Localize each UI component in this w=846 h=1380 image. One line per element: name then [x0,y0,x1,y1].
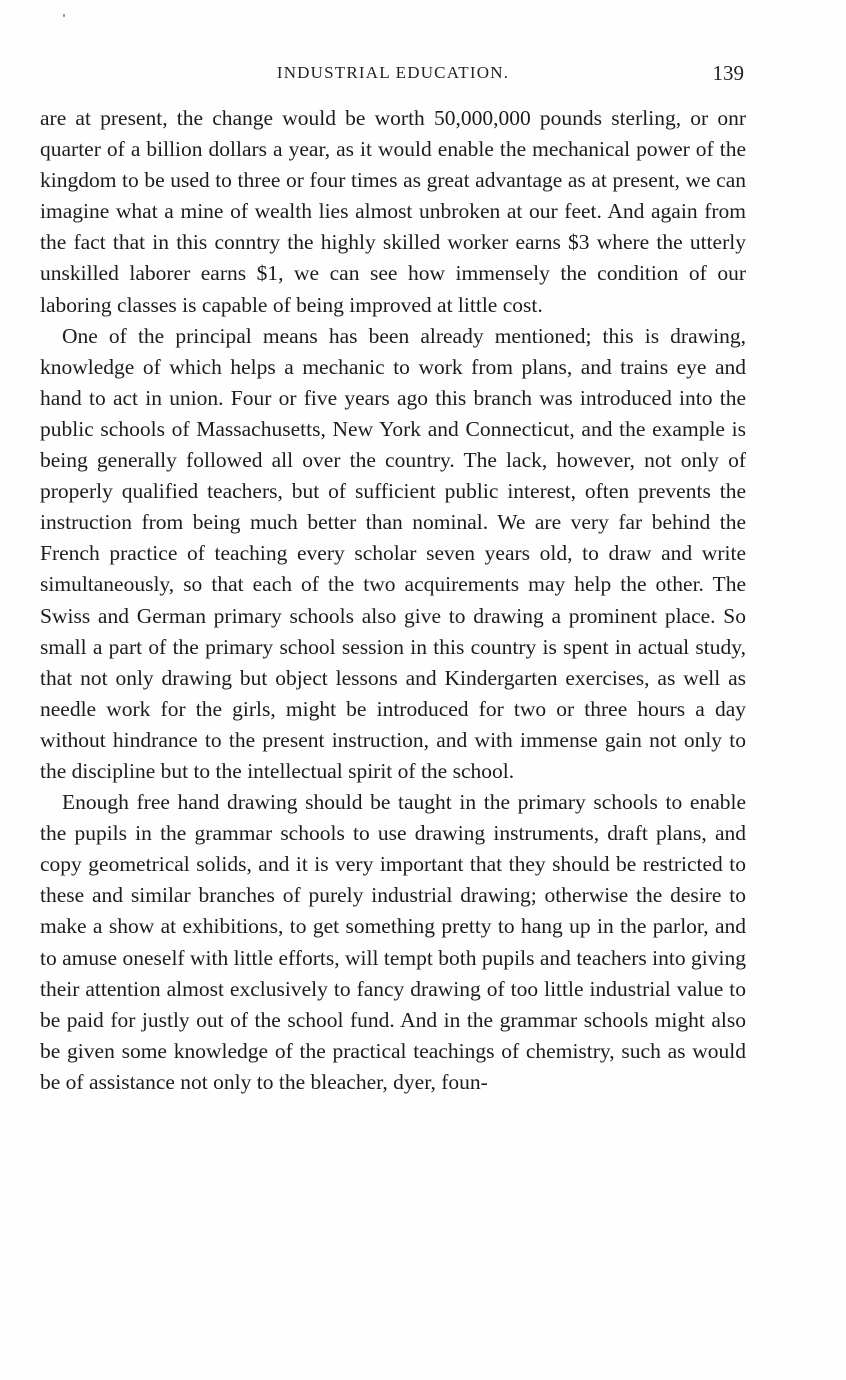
paragraph-1: are at present, the change would be worth 50,000,000 pounds sterling, or onr quarter of a billion dollars a year, as it would enable the mechanical power of the kingdom to be used to three or four times as great advantage as at present, we can imagine what a mine of wealth lies almost unbroken at our feet. And again from the fact that in this conntry the highly skilled worker earns $3 where the utterly unskilled laborer earns $1, we can see how immensely the condition of our laboring classes is capable of being improved at little cost. [40,106,746,317]
page-header [40,58,746,88]
paragraph-2: One of the principal means has been already mentioned; this is drawing, knowledge of which helps a mechanic to work from plans, and trains eye and hand to act in union. Four or five years ago this branch was introduced into the public schools of Massachusetts, New York and Connecticut, and the example is being generally followed all over the country. The lack, however, not only of properly qualified teachers, but of sufficient public interest, often prevents the instruction from being much better than nominal. We are very far behind the French practice of teaching every scholar seven years old, to draw and write simultaneously, so that each of the two acquirements may help the other. The Swiss and German primary schools also give to drawing a prominent place. So small a part of the primary school session in this country is spent in actual study, that not only drawing but object lessons and Kindergarten exercises, as well as needle work for the girls, might be introduced for two or three hours a day without hindrance to the present instruction, and with immense gain not only to the discipline but to the intellectual spirit of the school. [40,323,746,783]
running-head: INDUSTRIAL EDUCATION. [276,63,510,82]
print-speck [63,14,65,17]
page-number: 139 [712,61,744,85]
paragraph-3: Enough free hand drawing should be taught in the primary schools to enable the pupils in the grammar schools to use drawing instruments, draft plans, and copy geometrical solids, and it is very important that they should be restricted to these and similar branches of purely industrial drawing; otherwise the desire to make a show at exhibitions, to get something pretty to hang up in the parlor, and to amuse oneself with little efforts, will tempt both pupils and teachers into giving their attention almost exclusively to fancy drawing of too little industrial value to be paid for justly out of the school fund. And in the grammar schools might also be given some knowledge of the practical teachings of chemistry, such as would be of assistance not only to the bleacher, dyer, foun- [40,790,746,1094]
body-text [40,103,746,1098]
